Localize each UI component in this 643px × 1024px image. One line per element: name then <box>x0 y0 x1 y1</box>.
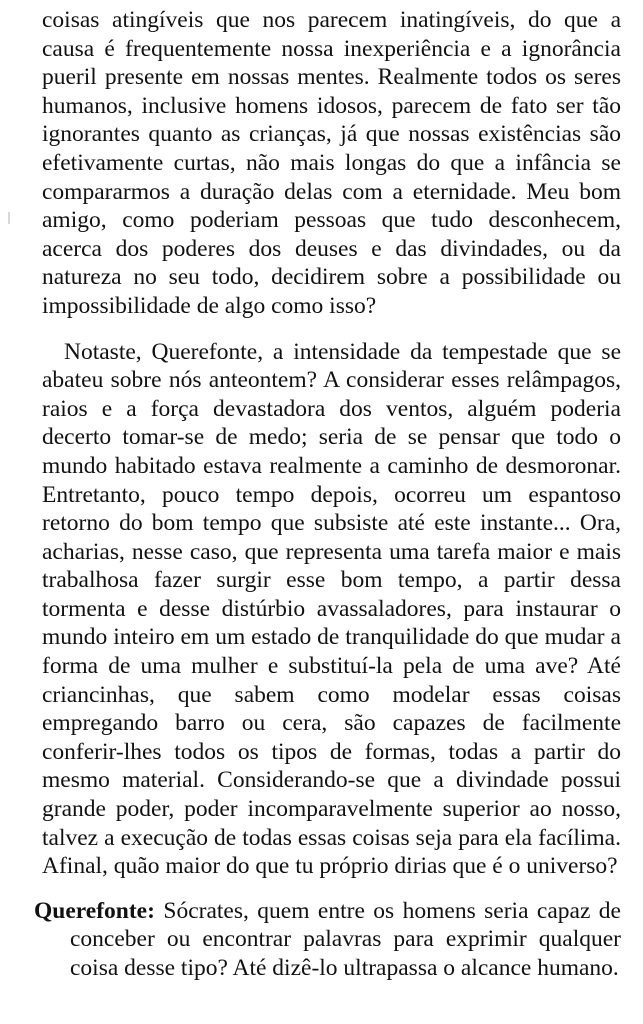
dialogue-line-querefonte <box>34 897 621 983</box>
speaker-name: Querefonte: <box>34 897 155 924</box>
speech-text: Sócrates, quem entre os homens seria capaz de conceber ou encontrar palavras para exprimir qualquer coisa desse tipo? Até dizê-lo ultrapassa o alcance humano. <box>70 897 621 981</box>
paragraph-socrates: Notaste, Querefonte, a intensidade da tempestade que se abateu sobre nós anteontem? A considerar esses relâmpagos, raios e a força devastadora dos ventos, alguém poderia decerto tomar-se de medo; seria de se pensar que todo o mundo habitado estava realmente a caminho de desmoronar. Entretanto, pouco tempo depois, ocorreu um espantoso retorno do bom tempo que subsiste até este instante... Ora, acharias, nesse caso, que representa uma tarefa maior e mais trabalhosa fazer surgir esse bom tempo, a partir dessa tormenta e desse distúrbio avassaladores, para instaurar o mundo inteiro em um estado de tranquilidade do que mudar a forma de uma mulher e substituí-la pela de uma ave? Até criancinhas, que sabem como modelar essas coisas empregando barro ou cera, são capazes de facilmente conferir-lhes todos os tipos de formas, todas a partir do mesmo material. Considerando-se que a divindade possui grande poder, poder incomparavelmente superior ao nosso, talvez a execução de todas essas coisas seja para ela facílima. Afinal, quão maior do que tu próprio dirias que é o universo? <box>42 338 621 880</box>
margin-mark <box>8 212 10 224</box>
paragraph-continued: coisas atingíveis que nos parecem inatingíveis, do que a causa é frequentemente nossa inexperiência e a ignorância pueril presente em nossas mentes. Realmente todos os seres humanos, inclusive homens idosos, parecem de fato ser tão ignorantes quanto as crianças, já que nossas existências são efetivamente curtas, não mais longas do que a infância se compararmos a duração delas com a eternidade. Meu bom amigo, como poderiam pessoas que tudo desconhecem, acerca dos poderes dos deuses e das divindades, ou da natureza no seu todo, decidirem sobre a possibilidade ou impossibilidade de algo como isso? <box>42 7 621 319</box>
